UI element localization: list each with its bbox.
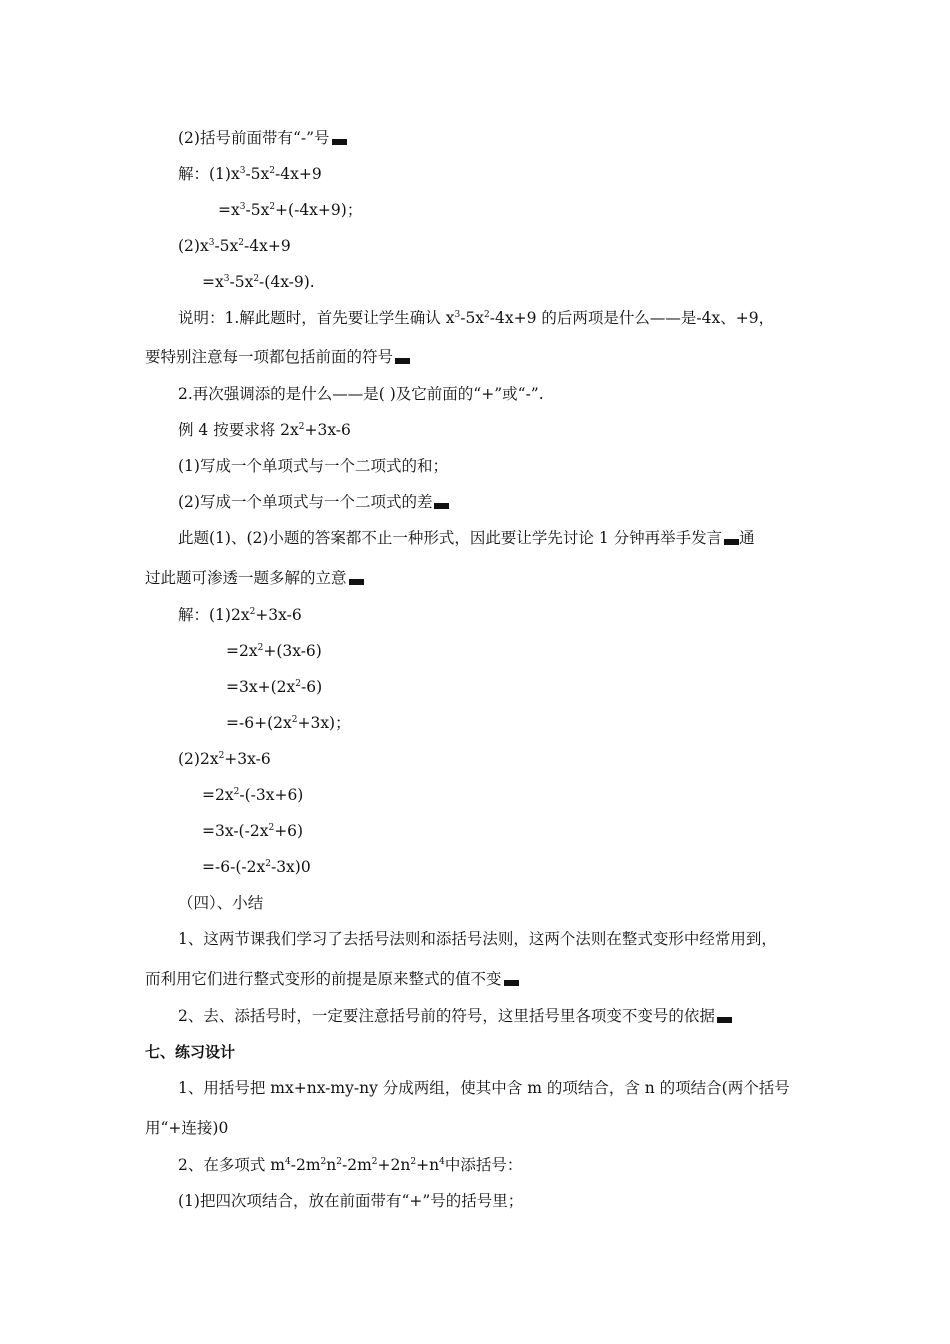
text-line: 1、用括号把 mx+nx-my-ny 分成两组，使其中含 m 的项结合，含 n 的项结合(两个括号	[178, 1079, 790, 1097]
text-line: 而利用它们进行整式变形的前提是原来整式的值不变	[145, 969, 519, 989]
text-line: (2)写成一个单项式与一个二项式的差	[178, 492, 449, 512]
text-line: 2、在多项式 $m^4-2m^2n^2-2m^2+2n^2+n^4$中添括号：	[178, 1156, 523, 1174]
math-line: $=-6-(-2x^2-3x)0$	[202, 858, 311, 876]
math-line: $=-6+(2x^2+3x)$；	[226, 714, 351, 732]
period-mark-icon	[332, 139, 347, 145]
text-line: 用“+连接)0	[145, 1119, 229, 1137]
text-line: 2、去、添括号时，一定要注意括号前的符号，这里括号里各项变不变号的依据	[178, 1006, 732, 1026]
period-mark-icon	[434, 503, 449, 509]
math-line: 解：$(1)2x^2+3x-6$	[178, 606, 302, 624]
math-line: $(2)x^3-5x^2-4x+9$	[178, 237, 291, 255]
period-mark-icon	[395, 358, 410, 364]
text-line: 说明：1.解此题时，首先要让学生确认 $x^3-5x^2-4x+9$ 的后两项是什么——是-4x、+9，	[178, 309, 775, 327]
text-line: 要特别注意每一项都包括前面的符号	[145, 347, 410, 367]
period-mark-icon	[724, 539, 739, 545]
text-line: 过此题可渗透一题多解的立意	[145, 568, 364, 588]
section-heading: 七、练习设计	[145, 1043, 236, 1061]
math-line: $=x^3-5x^2-(4x-9)$.	[202, 273, 315, 291]
text-line: 1、这两节课我们学习了去括号法则和添括号法则，这两个法则在整式变形中经常用到，	[178, 930, 777, 948]
text-line: (1)写成一个单项式与一个二项式的和；	[178, 457, 448, 475]
text-line: (2)括号前面带有“-”号	[178, 128, 347, 148]
period-mark-icon	[717, 1017, 732, 1023]
math-line: $=2x^2-(-3x+6)$	[202, 786, 304, 804]
text-line: (1)把四次项结合，放在前面带有“+”号的括号里；	[178, 1192, 524, 1210]
period-mark-icon	[504, 980, 519, 986]
math-line: $=3x-(-2x^2+6)$	[202, 822, 304, 840]
math-line: $=3x+(2x^2-6)$	[226, 678, 323, 696]
math-line: 解：$(1)x^3-5x^2-4x+9$	[178, 165, 322, 183]
math-line: $(2)2x^2+3x-6$	[178, 750, 271, 768]
text-line: 此题(1)、(2)小题的答案都不止一种形式，因此要让学先讨论 1 分钟再举手发言 通	[178, 529, 755, 547]
math-line: $=x^3-5x^2+(-4x+9)$；	[218, 201, 363, 219]
period-mark-icon	[349, 579, 364, 585]
section-heading: （四）、小结	[178, 894, 264, 912]
text-line: 2.再次强调添的是什么——是( )及它前面的“+”或“-”.	[178, 385, 544, 403]
math-line: $=2x^2+(3x-6)$	[226, 642, 322, 660]
text-line: 例 4 按要求将 $2x^2+3x-6$	[178, 421, 351, 439]
